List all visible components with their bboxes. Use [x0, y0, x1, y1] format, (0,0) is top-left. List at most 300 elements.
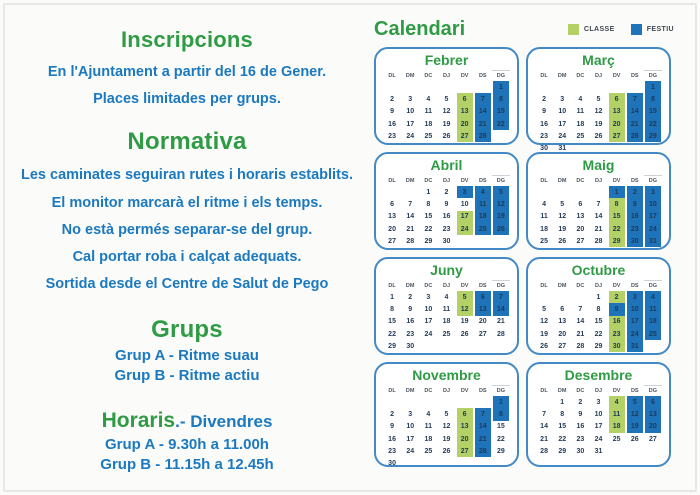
day-cell — [437, 81, 455, 93]
day-cell — [589, 142, 607, 154]
day-cell: 1 — [390, 293, 395, 301]
legend-classe-label: CLASSE — [583, 25, 615, 33]
month-grid — [383, 175, 510, 247]
day-cell — [589, 186, 607, 198]
day-cell: 13 — [558, 318, 567, 326]
day-cell: 28 — [594, 237, 603, 245]
day-cell: 17 — [456, 211, 474, 223]
day-cell: 30 — [406, 342, 415, 350]
day-cell — [644, 340, 662, 352]
day-cell: 8 — [596, 305, 601, 313]
weekday-label: DM — [557, 387, 567, 394]
day-cell — [492, 130, 510, 142]
day-cell: 14 — [576, 318, 585, 326]
day-cell: 5 — [444, 410, 449, 418]
day-cell: 26 — [492, 223, 510, 235]
text-line: No està permés separar-se del grup. — [61, 221, 313, 238]
day-cell: 30 — [540, 145, 548, 153]
day-cell — [401, 457, 419, 469]
weekday-label: DV — [460, 282, 469, 289]
day-cell: 25 — [424, 447, 433, 455]
day-cell: 14 — [474, 106, 492, 118]
weekday-label: DG — [492, 175, 510, 186]
text-line: Grup A - 9.30h a 11.00h — [105, 436, 269, 454]
weekday-label: DL — [540, 282, 548, 289]
day-cell: 13 — [608, 106, 626, 118]
calendar-header — [374, 16, 674, 42]
weekday-label: DG — [644, 385, 662, 396]
day-cell: 18 — [540, 225, 548, 233]
day-cell: 2 — [578, 398, 583, 406]
day-cell: 3 — [560, 95, 565, 103]
section-heading-normativa: Normativa — [127, 128, 247, 156]
day-cell: 1 — [492, 396, 510, 408]
day-cell — [419, 340, 437, 352]
day-cell — [456, 81, 474, 93]
day-cell: 11 — [474, 198, 492, 210]
text-line: Places limitades per grups. — [93, 91, 281, 108]
day-cell: 25 — [424, 132, 433, 140]
day-cell: 4 — [608, 396, 626, 408]
month-title: Febrer — [424, 52, 469, 68]
day-cell: 28 — [626, 130, 644, 142]
day-cell: 15 — [424, 213, 433, 221]
day-cell: 30 — [576, 447, 585, 455]
day-cell: 2 — [390, 410, 395, 418]
day-cell: 14 — [626, 106, 644, 118]
day-cell: 28 — [497, 330, 505, 338]
weekday-label: DV — [612, 282, 621, 289]
day-cell: 13 — [644, 408, 662, 420]
month-grid — [535, 70, 662, 155]
day-cell: 30 — [626, 235, 644, 247]
day-cell: 27 — [456, 445, 474, 457]
day-cell: 12 — [442, 108, 451, 116]
day-cell: 11 — [424, 108, 433, 116]
day-cell: 8 — [608, 198, 626, 210]
weekday-label: DM — [557, 282, 567, 289]
day-cell: 5 — [444, 95, 449, 103]
weekday-label: DV — [460, 72, 469, 79]
month-grid — [535, 175, 662, 247]
day-cell: 6 — [456, 93, 474, 105]
day-cell — [626, 81, 644, 93]
day-cell: 12 — [558, 213, 567, 221]
weekday-label: DG — [644, 280, 662, 291]
day-cell: 15 — [558, 423, 567, 431]
day-cell — [474, 235, 492, 247]
day-cell: 11 — [424, 423, 433, 431]
day-cell: 17 — [644, 211, 662, 223]
day-cell: 9 — [626, 198, 644, 210]
day-cell: 23 — [442, 225, 451, 233]
day-cell: 7 — [492, 291, 510, 303]
day-cell: 24 — [644, 223, 662, 235]
day-cell: 7 — [626, 93, 644, 105]
day-cell: 25 — [442, 330, 451, 338]
day-cell: 16 — [388, 120, 396, 128]
month-grid — [383, 385, 510, 470]
day-cell: 24 — [406, 447, 415, 455]
day-cell: 10 — [644, 198, 662, 210]
day-cell: 11 — [540, 213, 548, 221]
day-cell: 24 — [594, 435, 603, 443]
day-cell — [571, 186, 589, 198]
day-cell — [492, 457, 510, 469]
day-cell: 3 — [596, 398, 601, 406]
day-cell — [535, 81, 553, 93]
day-cell: 23 — [388, 132, 396, 140]
legend-classe — [568, 24, 615, 35]
day-cell: 16 — [576, 423, 585, 431]
month-title: Octubre — [571, 262, 626, 278]
day-cell: 6 — [474, 291, 492, 303]
day-cell: 1 — [596, 293, 601, 301]
day-cell — [553, 81, 571, 93]
day-cell: 10 — [558, 108, 567, 116]
day-cell: 14 — [492, 303, 510, 315]
day-cell: 3 — [626, 291, 644, 303]
day-cell: 7 — [474, 408, 492, 420]
weekday-label: DC — [424, 177, 433, 184]
month-grid — [535, 385, 662, 457]
day-cell — [644, 142, 662, 154]
day-cell: 1 — [492, 81, 510, 93]
day-cell: 12 — [456, 303, 474, 315]
day-cell: 19 — [594, 120, 603, 128]
day-cell: 22 — [388, 330, 396, 338]
weekday-label: DC — [576, 72, 585, 79]
day-cell: 4 — [444, 293, 449, 301]
day-cell: 16 — [388, 435, 396, 443]
legend-festiu — [631, 24, 674, 35]
day-cell: 12 — [626, 408, 644, 420]
day-cell — [553, 186, 571, 198]
day-cell: 2 — [444, 188, 449, 196]
day-cell: 11 — [608, 408, 626, 420]
day-cell: 31 — [558, 145, 567, 153]
weekday-label: DM — [405, 282, 415, 289]
calendar-card-marc — [526, 47, 671, 153]
day-cell: 13 — [576, 213, 585, 221]
day-cell: 15 — [594, 318, 603, 326]
weekday-label: DS — [478, 387, 487, 394]
day-cell — [456, 340, 474, 352]
day-cell: 13 — [388, 213, 396, 221]
day-cell: 9 — [542, 108, 547, 116]
day-cell — [553, 291, 571, 303]
section-heading-horaris — [8, 409, 366, 433]
text-line: Grup A - Ritme suau — [115, 346, 259, 364]
day-cell: 3 — [456, 186, 474, 198]
weekday-label: DG — [492, 70, 510, 81]
day-cell: 29 — [497, 447, 505, 455]
day-cell: 19 — [492, 211, 510, 223]
calendar-card-febrer — [374, 47, 519, 145]
day-cell: 4 — [542, 200, 547, 208]
day-cell — [456, 235, 474, 247]
month-title: Març — [582, 52, 615, 68]
day-cell — [571, 142, 589, 154]
day-cell: 7 — [596, 200, 601, 208]
day-cell: 4 — [474, 186, 492, 198]
day-cell: 10 — [594, 410, 603, 418]
text-line: El monitor marcarà el ritme i els temps. — [51, 194, 323, 211]
day-cell: 13 — [456, 106, 474, 118]
weekday-label: DJ — [442, 72, 450, 79]
day-cell: 13 — [456, 421, 474, 433]
day-cell: 6 — [390, 200, 395, 208]
day-cell: 26 — [442, 132, 451, 140]
section-heading-inscripcions: Inscripcions — [121, 27, 253, 52]
calendar-card-novembre — [374, 362, 519, 467]
day-cell: 8 — [390, 305, 395, 313]
day-cell: 21 — [594, 225, 603, 233]
weekday-label: DL — [540, 72, 548, 79]
day-cell: 8 — [560, 410, 565, 418]
day-cell — [608, 81, 626, 93]
day-cell: 12 — [492, 198, 510, 210]
day-cell: 5 — [492, 186, 510, 198]
day-cell: 10 — [460, 200, 469, 208]
day-cell: 29 — [608, 235, 626, 247]
day-cell: 20 — [608, 118, 626, 130]
day-cell: 15 — [644, 106, 662, 118]
day-cell: 9 — [578, 410, 583, 418]
text-line: Cal portar roba i calçat adequats. — [72, 249, 302, 266]
day-cell: 18 — [424, 435, 433, 443]
weekday-label: DJ — [442, 282, 450, 289]
weekday-label: DS — [478, 177, 487, 184]
day-cell: 20 — [456, 433, 474, 445]
day-cell: 16 — [540, 120, 548, 128]
day-cell: 17 — [424, 318, 433, 326]
day-cell: 9 — [390, 108, 395, 116]
weekday-label: DJ — [442, 387, 450, 394]
day-cell: 5 — [456, 291, 474, 303]
day-cell: 8 — [492, 93, 510, 105]
weekday-label: DG — [644, 70, 662, 81]
day-cell: 8 — [492, 408, 510, 420]
day-cell: 10 — [406, 108, 415, 116]
day-cell: 18 — [424, 120, 433, 128]
month-title: Novembre — [412, 367, 481, 383]
day-cell: 3 — [426, 293, 431, 301]
calendar-card-desembre — [526, 362, 671, 467]
day-cell: 12 — [594, 108, 603, 116]
festiu-swatch-icon — [631, 24, 642, 35]
weekday-label: DM — [405, 72, 415, 79]
weekday-label: DV — [460, 177, 469, 184]
day-cell: 7 — [542, 410, 547, 418]
day-cell: 30 — [442, 237, 451, 245]
day-cell: 27 — [649, 435, 657, 443]
day-cell — [535, 291, 553, 303]
day-cell — [401, 396, 419, 408]
day-cell: 23 — [576, 435, 585, 443]
day-cell: 28 — [474, 130, 492, 142]
day-cell: 16 — [608, 316, 626, 328]
weekday-label: DV — [612, 387, 621, 394]
day-cell — [437, 396, 455, 408]
day-cell: 26 — [558, 237, 567, 245]
divendres-label: .- Divendres — [175, 412, 273, 432]
day-cell: 29 — [424, 237, 433, 245]
day-cell — [456, 457, 474, 469]
month-grid — [535, 280, 662, 352]
calendar-title: Calendari — [374, 17, 466, 40]
day-cell: 23 — [608, 328, 626, 340]
day-cell: 10 — [424, 305, 433, 313]
day-cell: 23 — [388, 447, 396, 455]
weekday-label: DC — [576, 387, 585, 394]
day-cell: 10 — [626, 303, 644, 315]
legend — [568, 24, 674, 35]
day-cell: 18 — [442, 318, 451, 326]
day-cell — [401, 81, 419, 93]
day-cell: 22 — [594, 330, 603, 338]
day-cell: 8 — [426, 200, 431, 208]
day-cell — [571, 81, 589, 93]
day-cell: 1 — [426, 188, 431, 196]
weekday-label: DC — [424, 282, 433, 289]
day-cell — [456, 396, 474, 408]
weekday-label: DS — [478, 72, 487, 79]
day-cell: 21 — [576, 330, 585, 338]
day-cell: 15 — [388, 318, 396, 326]
text-line: En l'Ajuntament a partir del 16 de Gener. — [47, 64, 327, 80]
day-cell: 24 — [626, 328, 644, 340]
day-cell: 6 — [578, 200, 583, 208]
weekday-label: DJ — [442, 177, 450, 184]
day-cell — [437, 457, 455, 469]
day-cell: 14 — [594, 213, 603, 221]
day-cell: 24 — [456, 223, 474, 235]
day-cell: 14 — [540, 423, 548, 431]
day-cell: 19 — [442, 435, 451, 443]
legend-festiu-label: FESTIU — [646, 25, 674, 33]
day-cell: 27 — [478, 330, 487, 338]
day-cell: 15 — [608, 211, 626, 223]
day-cell: 12 — [540, 318, 548, 326]
weekday-label: DG — [492, 280, 510, 291]
day-cell: 18 — [576, 120, 585, 128]
day-cell: 21 — [406, 225, 415, 233]
day-cell: 4 — [426, 95, 431, 103]
day-cell: 29 — [594, 342, 603, 350]
text-line: Sortida desde el Centre de Salut de Pego — [45, 276, 329, 293]
day-cell: 27 — [608, 130, 626, 142]
day-cell: 18 — [644, 316, 662, 328]
month-title: Desembre — [564, 367, 633, 383]
day-cell: 30 — [388, 460, 396, 468]
day-cell: 16 — [442, 213, 451, 221]
month-title: Abril — [430, 157, 463, 173]
classe-swatch-icon — [568, 24, 579, 35]
day-cell: 4 — [426, 410, 431, 418]
day-cell: 21 — [626, 118, 644, 130]
day-cell: 5 — [560, 200, 565, 208]
weekday-label: DM — [557, 177, 567, 184]
day-cell: 21 — [474, 433, 492, 445]
day-cell: 21 — [474, 118, 492, 130]
weekday-label: DV — [612, 72, 621, 79]
weekday-label: DL — [388, 282, 396, 289]
day-cell: 29 — [558, 447, 567, 455]
day-cell: 31 — [626, 340, 644, 352]
day-cell — [383, 81, 401, 93]
day-cell: 17 — [406, 435, 415, 443]
day-cell: 14 — [474, 421, 492, 433]
day-cell — [437, 340, 455, 352]
day-cell: 11 — [576, 108, 585, 116]
day-cell: 25 — [474, 223, 492, 235]
day-cell: 5 — [542, 305, 547, 313]
day-cell: 22 — [424, 225, 433, 233]
day-cell: 10 — [406, 423, 415, 431]
weekday-label: DL — [388, 387, 396, 394]
day-cell: 11 — [644, 303, 662, 315]
day-cell: 24 — [558, 132, 567, 140]
weekday-label: DL — [388, 72, 396, 79]
day-cell: 9 — [390, 423, 395, 431]
day-cell — [383, 396, 401, 408]
day-cell: 30 — [608, 340, 626, 352]
day-cell: 22 — [492, 118, 510, 130]
weekday-label: DS — [478, 282, 487, 289]
weekday-label: DM — [557, 72, 567, 79]
calendar-column — [374, 0, 674, 467]
day-cell: 20 — [456, 118, 474, 130]
weekday-label: DV — [460, 387, 469, 394]
day-cell: 18 — [474, 211, 492, 223]
weekday-label: DG — [492, 385, 510, 396]
day-cell: 31 — [644, 235, 662, 247]
day-cell: 17 — [626, 316, 644, 328]
day-cell: 2 — [608, 291, 626, 303]
day-cell: 19 — [558, 225, 567, 233]
day-cell: 23 — [540, 132, 548, 140]
day-cell: 25 — [576, 132, 585, 140]
text-line: Grup B - 11.15h a 12.45h — [100, 456, 274, 474]
weekday-label: DM — [405, 177, 415, 184]
day-cell — [474, 81, 492, 93]
day-cell: 8 — [644, 93, 662, 105]
day-cell: 9 — [408, 305, 413, 313]
day-cell: 20 — [576, 225, 585, 233]
day-cell — [608, 445, 626, 457]
day-cell: 29 — [644, 130, 662, 142]
day-cell: 16 — [406, 318, 415, 326]
weekday-label: DC — [576, 177, 585, 184]
weekday-label: DJ — [594, 282, 602, 289]
day-cell: 2 — [626, 186, 644, 198]
text-line: Les caminates seguiran rutes i horaris establits. — [20, 167, 354, 184]
day-cell: 5 — [596, 95, 601, 103]
horaris-label: Horaris — [101, 409, 176, 433]
day-cell: 16 — [626, 211, 644, 223]
day-cell — [419, 457, 437, 469]
day-cell: 28 — [474, 445, 492, 457]
calendar-card-maig — [526, 152, 671, 250]
day-cell: 13 — [474, 303, 492, 315]
calendar-card-octubre — [526, 257, 671, 355]
day-cell: 19 — [626, 421, 644, 433]
day-cell: 9 — [608, 303, 626, 315]
day-cell: 20 — [478, 318, 487, 326]
day-cell: 25 — [612, 435, 621, 443]
day-cell: 12 — [442, 423, 451, 431]
